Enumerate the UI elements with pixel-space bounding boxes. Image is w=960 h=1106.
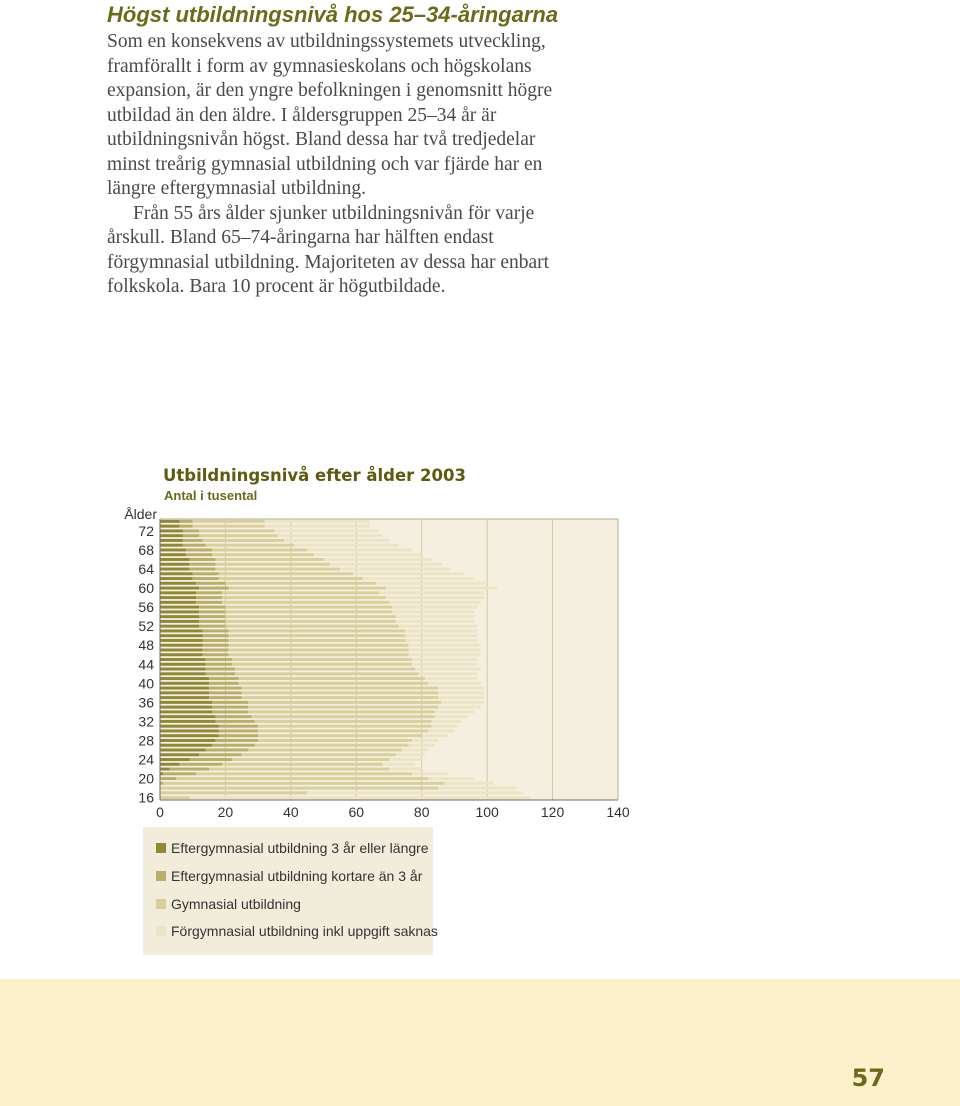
- bar-segment: [160, 644, 203, 647]
- bar-segment: [392, 606, 477, 609]
- bar-segment: [186, 553, 212, 556]
- bar-segment: [216, 568, 340, 571]
- bar-segment: [212, 706, 248, 709]
- bar-segment: [160, 715, 216, 718]
- bar-segment: [160, 787, 438, 790]
- bar-segment: [183, 534, 199, 537]
- bar-segment: [229, 648, 409, 651]
- bar-segment: [203, 634, 229, 637]
- bar-segment: [239, 682, 429, 685]
- legend-label: Gymnasial utbildning: [171, 896, 301, 912]
- bar-segment: [203, 644, 229, 647]
- y-tick-label: 16: [138, 789, 154, 806]
- bar-segment: [222, 763, 382, 766]
- bar-segment: [232, 758, 389, 761]
- bar-segment: [160, 734, 219, 737]
- page-number: 57: [851, 1064, 885, 1092]
- bar-segment: [222, 596, 386, 599]
- bar-segment: [160, 696, 209, 699]
- bar-segment: [242, 753, 396, 756]
- bar-segment: [409, 653, 481, 656]
- bar-segment: [445, 782, 494, 785]
- bar-segment: [330, 563, 441, 566]
- bar-segment: [229, 653, 409, 656]
- bar-segment: [160, 629, 203, 632]
- bar-segment: [160, 668, 206, 671]
- bar-segment: [438, 691, 484, 694]
- bar-segment: [435, 715, 468, 718]
- bar-segment: [402, 749, 428, 752]
- x-tick-label: 40: [283, 804, 299, 820]
- bar-segment: [206, 668, 235, 671]
- bar-segment: [160, 791, 307, 794]
- bar-segment: [409, 644, 481, 647]
- bar-segment: [160, 558, 189, 561]
- bar-segment: [389, 601, 481, 604]
- bar-segment: [163, 772, 196, 775]
- bar-segment: [242, 691, 438, 694]
- bar-segment: [405, 639, 477, 642]
- bar-segment: [189, 568, 215, 571]
- bar-segment: [189, 563, 215, 566]
- bar-segment: [314, 553, 422, 556]
- bar-segment: [206, 658, 232, 661]
- bar-segment: [258, 729, 428, 732]
- bar-segment: [160, 572, 193, 575]
- bar-segment: [422, 734, 448, 737]
- legend-label: Förgymnasial utbildning inkl uppgift saknas: [171, 923, 438, 939]
- bar-segment: [206, 663, 232, 666]
- bar-segment: [379, 591, 484, 594]
- bar-segment: [229, 629, 406, 632]
- bar-segment: [193, 525, 265, 528]
- bar-segment: [206, 544, 294, 547]
- y-tick-label: 68: [138, 541, 154, 558]
- bar-segment: [255, 720, 432, 723]
- x-tick-label: 20: [217, 804, 234, 820]
- bar-segment: [209, 677, 238, 680]
- bar-segment: [225, 620, 395, 623]
- bar-segment: [239, 677, 425, 680]
- bar-segment: [183, 539, 203, 542]
- bar-segment: [405, 629, 477, 632]
- bar-segment: [409, 744, 435, 747]
- chart-title: Utbildningsnivå efter ålder 2003: [163, 466, 466, 485]
- bar-segment: [222, 601, 389, 604]
- bar-segment: [441, 701, 484, 704]
- bar-segment: [425, 677, 477, 680]
- bar-segment: [180, 520, 193, 523]
- y-tick-label: 32: [138, 713, 154, 730]
- bar-segment: [160, 625, 199, 628]
- bar-segment: [160, 577, 193, 580]
- bar-segment: [307, 548, 412, 551]
- bar-segment: [183, 529, 199, 532]
- bar-segment: [160, 596, 196, 599]
- bar-segment: [284, 539, 389, 542]
- y-tick-label: 60: [138, 580, 154, 597]
- bar-segment: [265, 525, 370, 528]
- bar-segment: [160, 758, 189, 761]
- bar-segment: [418, 672, 477, 675]
- bar-segment: [186, 548, 212, 551]
- bar-segment: [193, 520, 265, 523]
- bar-segment: [242, 687, 438, 690]
- bar-segment: [199, 606, 225, 609]
- y-tick-label: 64: [138, 561, 154, 578]
- bar-segment: [160, 620, 199, 623]
- bar-segment: [219, 572, 353, 575]
- bar-segment: [232, 658, 412, 661]
- bar-segment: [160, 520, 180, 523]
- bar-segment: [229, 639, 406, 642]
- paragraph-1: Som en konsekvens av utbildningssystemets utveckling, framförallt i form av gymnasieskolans och högskolans expansion, är den yngre befolkningen i genomsnitt högre utbildad än den äldre. I åldersgruppen 25–34 år är utbildningsnivån högst. Bland dessa har två tredjedelar minst treårig gymnasial utbildning och var fjärde har en längre eftergymnasial utbildning.: [107, 31, 553, 199]
- y-tick-label: 72: [138, 522, 154, 539]
- bar-segment: [209, 687, 242, 690]
- legend-item: [156, 895, 301, 913]
- bar-segment: [252, 715, 435, 718]
- bar-segment: [209, 691, 242, 694]
- y-tick-label: 56: [138, 599, 154, 616]
- bar-segment: [399, 625, 478, 628]
- bar-segment: [396, 753, 425, 756]
- bar-segment: [160, 568, 189, 571]
- bar-segment: [203, 653, 229, 656]
- bar-segment: [412, 739, 438, 742]
- bar-segment: [212, 553, 313, 556]
- bar-segment: [160, 610, 199, 613]
- bar-segment: [248, 710, 434, 713]
- bar-segment: [160, 710, 212, 713]
- bar-segment: [278, 534, 383, 537]
- bar-segment: [160, 658, 206, 661]
- bar-segment: [160, 648, 203, 651]
- y-tick-label: 48: [138, 637, 154, 654]
- bar-segment: [199, 753, 242, 756]
- bar-segment: [160, 687, 209, 690]
- bar-segment: [180, 763, 223, 766]
- bar-segment: [248, 749, 402, 752]
- legend-label: Eftergymnasial utbildning kortare än 3 år: [171, 868, 423, 884]
- bar-segment: [160, 639, 203, 642]
- bar-segment: [160, 606, 199, 609]
- bar-segment: [203, 629, 229, 632]
- bar-segment: [160, 534, 183, 537]
- y-tick-label: 52: [138, 618, 154, 635]
- bar-segment: [294, 544, 399, 547]
- bar-segment: [219, 734, 258, 737]
- bar-segment: [160, 729, 219, 732]
- bar-segment: [189, 758, 232, 761]
- bar-segment: [219, 729, 258, 732]
- bar-segment: [160, 544, 183, 547]
- bar-segment: [432, 725, 458, 728]
- bar-segment: [432, 720, 461, 723]
- bar-segment: [199, 587, 228, 590]
- bar-segment: [235, 672, 418, 675]
- bar-segment: [170, 768, 209, 771]
- legend-label: Eftergymnasial utbildning 3 år eller längre: [171, 840, 429, 856]
- bar-segment: [199, 529, 274, 532]
- bar-segment: [258, 739, 412, 742]
- bar-segment: [212, 701, 248, 704]
- bar-segment: [324, 558, 432, 561]
- bar-segment: [376, 582, 487, 585]
- bar-segment: [428, 729, 454, 732]
- bar-segment: [219, 577, 363, 580]
- bar-segment: [409, 648, 481, 651]
- bar-segment: [160, 672, 206, 675]
- bar-segment: [160, 563, 189, 566]
- bar-segment: [160, 529, 183, 532]
- bar-segment: [160, 768, 170, 771]
- bar-segment: [163, 782, 444, 785]
- bar-segment: [160, 582, 196, 585]
- bar-segment: [160, 587, 199, 590]
- bar-segment: [160, 548, 186, 551]
- bar-segment: [160, 763, 180, 766]
- bar-segment: [160, 682, 209, 685]
- x-tick-label: 120: [540, 804, 565, 820]
- bar-segment: [363, 577, 474, 580]
- x-tick-label: 60: [348, 804, 365, 820]
- bar-segment: [160, 739, 216, 742]
- chart-legend: [143, 827, 438, 955]
- bar-segment: [235, 668, 415, 671]
- bar-segment: [196, 591, 222, 594]
- bar-segment: [216, 715, 252, 718]
- bar-segment: [160, 753, 199, 756]
- bar-segment: [258, 734, 422, 737]
- bar-segment: [340, 568, 451, 571]
- bar-segment: [189, 558, 215, 561]
- x-tick-label: 100: [475, 804, 499, 820]
- bar-segment: [212, 744, 255, 747]
- bar-segment: [438, 787, 517, 790]
- bar-segment: [225, 610, 392, 613]
- bar-segment: [382, 763, 415, 766]
- bar-segment: [232, 663, 412, 666]
- bar-segment: [183, 544, 206, 547]
- y-axis-label: Ålder: [124, 506, 157, 522]
- y-tick-label: 24: [138, 751, 154, 768]
- bar-segment: [353, 572, 464, 575]
- bar-segment: [219, 725, 258, 728]
- footer-band: [0, 979, 960, 1106]
- bar-segment: [196, 596, 222, 599]
- bar-segment: [160, 591, 196, 594]
- bar-segment: [396, 620, 475, 623]
- bar-segment: [225, 625, 398, 628]
- bar-segment: [438, 687, 484, 690]
- bar-segment: [196, 772, 412, 775]
- bar-segment: [275, 529, 380, 532]
- bar-segment: [203, 639, 229, 642]
- bar-segment: [160, 777, 176, 780]
- bar-segment: [225, 582, 375, 585]
- bar-segment: [415, 668, 480, 671]
- legend-item: [156, 867, 422, 885]
- bar-segment: [160, 663, 206, 666]
- y-tick-label: 36: [138, 694, 154, 711]
- section-heading: Högst utbildningsnivå hos 25–34-åringarna: [107, 2, 559, 27]
- bar-segment: [160, 744, 212, 747]
- bar-segment: [248, 706, 438, 709]
- bar-segment: [216, 558, 324, 561]
- bar-segment: [193, 572, 219, 575]
- y-tick-label: 20: [138, 770, 154, 787]
- bar-segment: [428, 682, 480, 685]
- y-tick-label: 28: [138, 732, 154, 749]
- bar-segment: [199, 625, 225, 628]
- x-tick-label: 140: [606, 804, 630, 820]
- bar-segment: [160, 796, 189, 799]
- bar-segment: [428, 777, 474, 780]
- bar-segment: [160, 706, 212, 709]
- bar-segment: [265, 520, 370, 523]
- bar-segment: [216, 739, 259, 742]
- bar-segment: [222, 591, 379, 594]
- bar-segment: [160, 701, 212, 704]
- bar-segment: [160, 553, 186, 556]
- bar-segment: [160, 653, 203, 656]
- bar-segment: [199, 620, 225, 623]
- y-tick-label: 44: [138, 656, 154, 673]
- bar-segment: [216, 563, 331, 566]
- bar-segment: [412, 772, 448, 775]
- bar-segment: [209, 682, 238, 685]
- bar-segment: [212, 548, 307, 551]
- bar-segment: [160, 601, 196, 604]
- legend-swatch: [156, 899, 166, 909]
- bar-segment: [206, 672, 235, 675]
- bar-segment: [386, 587, 497, 590]
- bar-segment: [405, 634, 477, 637]
- bar-segment: [435, 710, 474, 713]
- bar-segment: [307, 791, 523, 794]
- bar-segment: [392, 610, 474, 613]
- legend-swatch: [156, 926, 166, 936]
- bar-segment: [248, 701, 441, 704]
- bar-segment: [229, 634, 406, 637]
- bar-segment: [229, 644, 409, 647]
- bar-segment: [160, 720, 216, 723]
- bar-segment: [196, 582, 225, 585]
- x-tick-label: 0: [156, 804, 164, 820]
- paragraph-2: Från 55 års ålder sjunker utbildningsnivån för varje årskull. Bland 65–74-åringarna har hälften endast förgymnasial utbildning. Majoriteten av dessa har enbart folkskola. Bara 10 procent är högutbildade.: [107, 202, 550, 297]
- bar-segment: [160, 749, 206, 752]
- bar-segment: [242, 696, 438, 699]
- x-tick-label: 80: [413, 804, 430, 820]
- bar-segment: [209, 768, 389, 771]
- bar-segment: [180, 525, 193, 528]
- bar-segment: [212, 710, 248, 713]
- legend-swatch: [156, 871, 166, 881]
- bar-segment: [199, 615, 225, 618]
- bar-segment: [199, 534, 278, 537]
- bar-segment: [386, 596, 484, 599]
- bar-segment: [189, 796, 529, 799]
- bar-segment: [160, 525, 180, 528]
- bar-segment: [160, 677, 209, 680]
- bar-segment: [160, 615, 199, 618]
- bar-segment: [225, 606, 392, 609]
- bar-segment: [389, 768, 422, 771]
- bar-segment: [229, 587, 386, 590]
- bar-segment: [258, 725, 431, 728]
- bar-segment: [193, 577, 219, 580]
- bar-segment: [209, 696, 242, 699]
- y-tick-label: 40: [138, 675, 154, 692]
- bar-segment: [438, 696, 484, 699]
- bar-segment: [199, 610, 225, 613]
- bar-segment: [160, 725, 219, 728]
- bar-segment: [216, 720, 255, 723]
- bar-segment: [389, 758, 422, 761]
- bar-segment: [412, 663, 477, 666]
- bar-segment: [412, 658, 477, 661]
- bar-segment: [255, 744, 409, 747]
- bar-segment: [438, 706, 481, 709]
- bar-segment: [160, 691, 209, 694]
- bar-segment: [203, 648, 229, 651]
- bar-segment: [203, 539, 285, 542]
- legend-swatch: [156, 843, 166, 853]
- legend-item: [156, 922, 438, 940]
- bar-segment: [176, 777, 428, 780]
- bar-segment: [206, 749, 249, 752]
- legend-item: [156, 839, 429, 857]
- bar-segment: [196, 601, 222, 604]
- chart-subtitle: Antal i tusental: [164, 488, 258, 503]
- bar-segment: [225, 615, 395, 618]
- bar-segment: [396, 615, 475, 618]
- bar-segment: [160, 539, 183, 542]
- bar-segment: [160, 634, 203, 637]
